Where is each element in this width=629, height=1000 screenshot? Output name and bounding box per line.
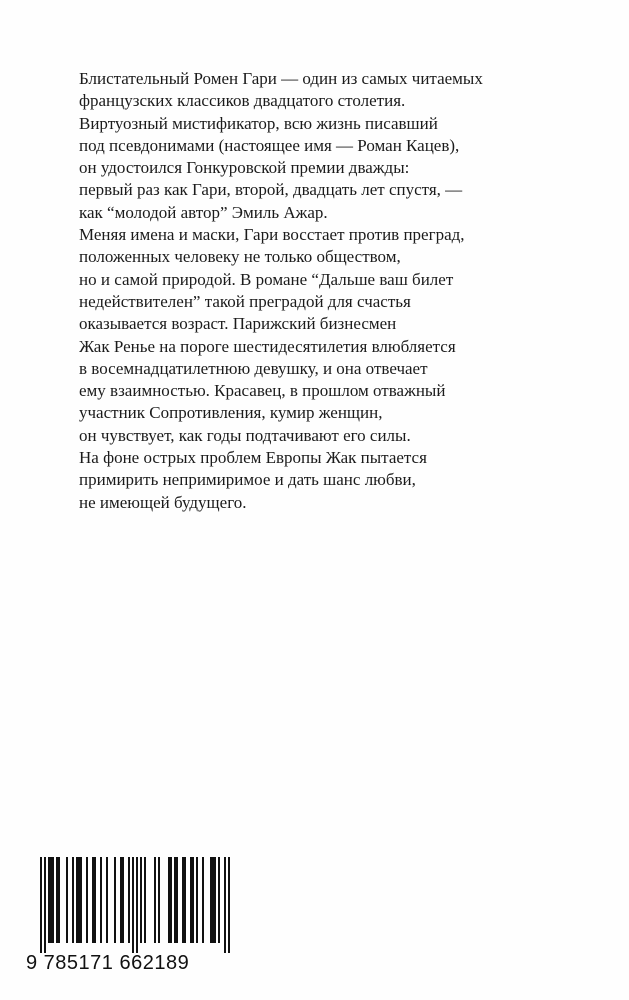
description-line: участник Сопротивления, кумир женщин, (79, 403, 383, 423)
description-line: оказывается возраст. Парижский бизнесмен (79, 314, 397, 334)
barcode-bar (114, 857, 116, 943)
description-line: под псевдонимами (настоящее имя — Роман Кацев), (79, 135, 460, 155)
barcode-bar (228, 857, 230, 953)
description-line: он удостоился Гонкуровской премии дважды: (79, 158, 410, 178)
barcode-bar (72, 857, 74, 943)
description-line: Виртуозный мистификатор, всю жизнь писавший (79, 113, 438, 133)
barcode-bar (86, 857, 88, 943)
barcode-bar (44, 857, 46, 953)
barcode-bar (50, 857, 52, 943)
barcode-bar (106, 857, 108, 943)
description-line: он чувствует, как годы подтачивают его силы. (79, 425, 411, 445)
barcode-bar (182, 857, 184, 943)
barcode-bar (136, 857, 138, 953)
barcode-bars (22, 857, 242, 953)
barcode-bar (122, 857, 124, 943)
barcode-bar (76, 857, 78, 943)
description-line: ему взаимностью. Красавец, в прошлом отважный (79, 381, 446, 401)
barcode-bar (58, 857, 60, 943)
barcode-bar (56, 857, 58, 943)
barcode-bar (40, 857, 42, 953)
barcode-bar (202, 857, 204, 943)
barcode-bar (80, 857, 82, 943)
barcode-bar (184, 857, 186, 943)
description-line: но и самой природой. В романе “Дальше ваш билет (79, 269, 454, 289)
description-line: как “молодой автор” Эмиль Ажар. (79, 202, 328, 222)
barcode-bar (158, 857, 160, 943)
description-line: французских классиков двадцатого столетия. (79, 91, 406, 111)
description-line: Жак Ренье на пороге шестидесятилетия влюбляется (79, 336, 456, 356)
barcode-bar (218, 857, 220, 943)
description-line: Блистательный Ромен Гари — один из самых читаемых (79, 69, 483, 88)
description-line: первый раз как Гари, второй, двадцать лет спустя, — (79, 180, 463, 200)
barcode-bar (52, 857, 54, 943)
barcode-bar (212, 857, 214, 943)
description-line: На фоне острых проблем Европы Жак пытается (79, 448, 427, 468)
barcode-bar (210, 857, 212, 943)
description-line: в восемнадцатилетнюю девушку, и она отвечает (79, 358, 428, 378)
barcode-bar (176, 857, 178, 943)
description-line: не имеющей будущего. (79, 492, 247, 512)
barcode-bar (154, 857, 156, 943)
description-line: примирить непримиримое и дать шанс любви, (79, 470, 416, 490)
barcode-bar (92, 857, 94, 943)
barcode-bar (196, 857, 198, 943)
description-line: недействителен” такой преградой для счастья (79, 291, 411, 311)
barcode-bar (120, 857, 122, 943)
isbn-number: 9 785171 662189 (26, 952, 190, 974)
barcode-bar (100, 857, 102, 943)
barcode-bar (192, 857, 194, 943)
barcode-bar (168, 857, 170, 943)
book-description (79, 68, 559, 514)
barcode-bar (170, 857, 172, 943)
barcode-bar (140, 857, 142, 943)
description-line: положенных человеку не только обществом, (79, 247, 401, 267)
barcode-bar (48, 857, 50, 943)
barcode-bar (132, 857, 134, 953)
barcode-bar (190, 857, 192, 943)
barcode-bar (128, 857, 130, 943)
barcode-bar (94, 857, 96, 943)
barcode-bar (214, 857, 216, 943)
barcode-bar (224, 857, 226, 953)
barcode-bar (66, 857, 68, 943)
barcode-bar (174, 857, 176, 943)
barcode-bar (144, 857, 146, 943)
barcode-bar (78, 857, 80, 943)
description-line: Меняя имена и маски, Гари восстает против преград, (79, 225, 465, 245)
